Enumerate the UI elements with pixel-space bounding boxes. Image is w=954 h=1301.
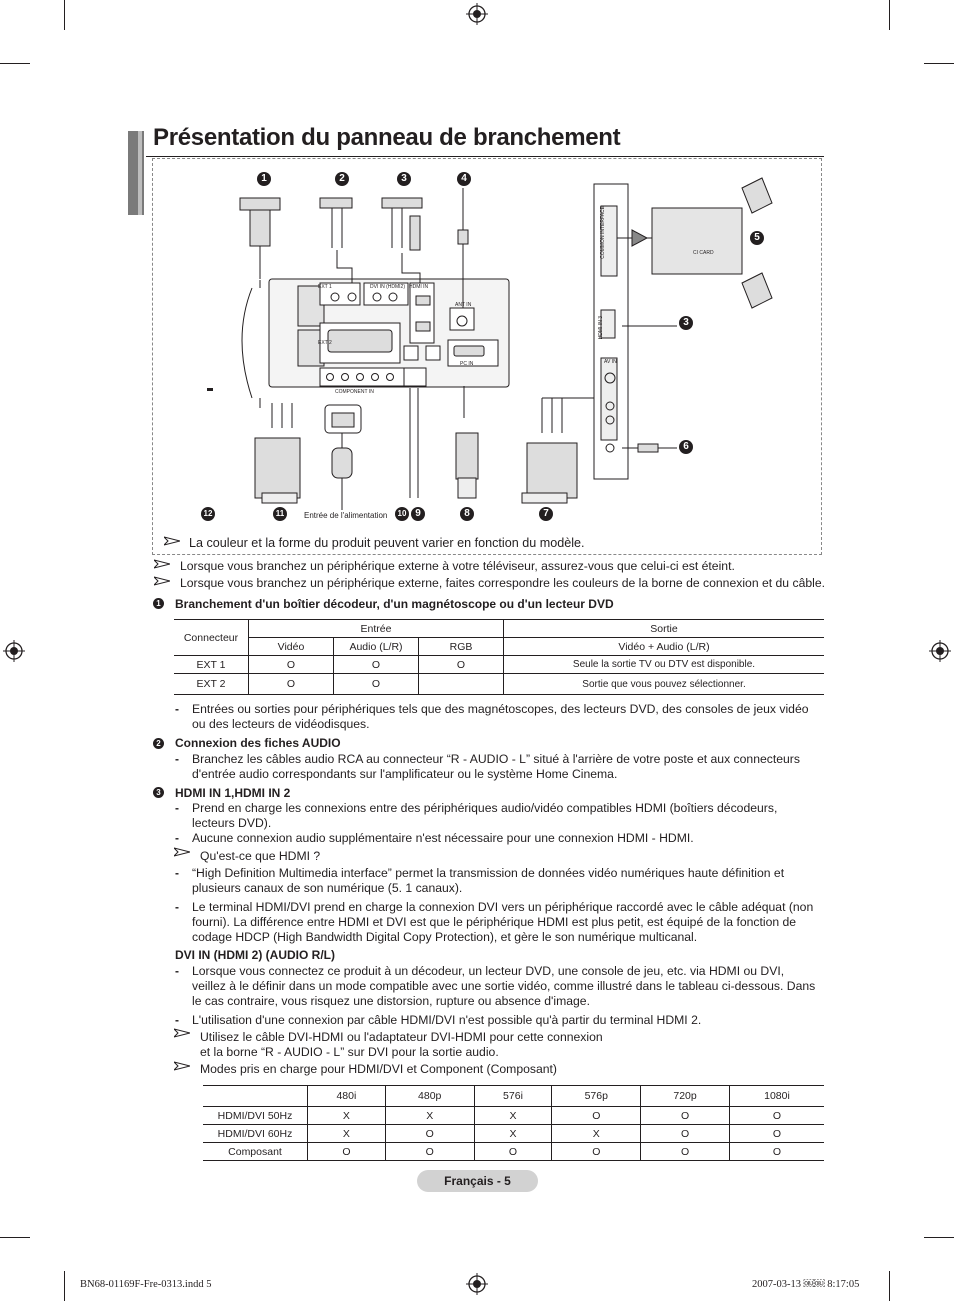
table-subheader: Vidéo xyxy=(249,638,334,656)
table-cell: O xyxy=(249,656,334,674)
callout-number: 1 xyxy=(257,172,271,186)
table-header: 576i xyxy=(474,1086,552,1107)
table-cell: O xyxy=(772,1127,782,1140)
table-cell: O xyxy=(641,1125,730,1143)
note-arrow-icon xyxy=(174,1061,190,1071)
body-text xyxy=(192,964,815,1009)
callout-number: 6 xyxy=(679,440,693,454)
crop-mark xyxy=(64,1271,65,1301)
note-arrow-icon xyxy=(174,1028,190,1038)
panel-label: PC IN xyxy=(460,361,474,367)
callout-number: 10 xyxy=(395,507,409,521)
bullet-dash: - xyxy=(175,831,179,845)
table-cell: X xyxy=(474,1125,552,1143)
table-row xyxy=(174,656,824,674)
table-row xyxy=(203,1125,824,1143)
crop-mark xyxy=(889,0,890,30)
body-line: ou des lecteurs de vidéodisques. xyxy=(192,717,370,731)
table-header: Sortie xyxy=(504,620,825,638)
table-row xyxy=(174,674,824,695)
table-cell: O xyxy=(552,1143,641,1161)
registration-mark-icon xyxy=(929,640,951,662)
body-text xyxy=(192,752,800,782)
title-rule xyxy=(146,156,824,157)
callout-number: 2 xyxy=(335,172,349,186)
section-heading: HDMI IN 1,HDMI IN 2 xyxy=(175,786,291,800)
table-cell: O xyxy=(385,1143,474,1161)
panel-label: ANT IN xyxy=(455,302,472,308)
body-text: L'utilisation d'une connexion par câble HDMI/DVI n'est possible qu'à partir du terminal HDMI 2. xyxy=(192,1013,702,1027)
callout-number: 4 xyxy=(457,172,471,186)
bullet-dash: - xyxy=(175,1013,179,1027)
callout-number: 7 xyxy=(539,507,553,521)
page-number-badge: Français - 5 xyxy=(417,1170,538,1192)
table-header: 1080i xyxy=(764,1090,790,1102)
table-cell: O xyxy=(419,656,504,674)
table-cell: HDMI/DVI 60Hz xyxy=(203,1125,308,1143)
panel-label: AV IN xyxy=(604,359,617,365)
table-cell: EXT 1 xyxy=(174,656,249,674)
crop-mark xyxy=(64,0,65,30)
table-cell: Sortie que vous pouvez sélectionner. xyxy=(582,678,746,690)
table-cell: HDMI/DVI 50Hz xyxy=(203,1107,308,1125)
crop-mark xyxy=(889,1271,890,1301)
table-cell: O xyxy=(552,1107,641,1125)
section-heading: Branchement d'un boîtier décodeur, d'un magnétoscope ou d'un lecteur DVD xyxy=(175,597,614,611)
diagram-caption: La couleur et la forme du produit peuvent varier en fonction du modèle. xyxy=(189,536,585,550)
note-text: Lorsque vous branchez un périphérique externe, faites correspondre les couleurs de la borne de connexion et du câble. xyxy=(180,576,825,590)
table-header: 480i xyxy=(308,1086,386,1107)
body-line: lecteurs DVD). xyxy=(192,816,272,830)
table-cell: O xyxy=(334,656,419,674)
body-line: le cas contraire, vous risquez une distorsion, rupture ou absence d'image. xyxy=(192,994,590,1008)
modes-table xyxy=(203,1085,824,1161)
callout-number: 12 xyxy=(201,507,215,521)
body-line: Utilisez le câble DVI-HDMI ou l'adaptateur DVI-HDMI pour cette connexion xyxy=(200,1030,603,1044)
crop-mark xyxy=(0,63,30,64)
section-number: 1 xyxy=(153,598,164,609)
bullet-dash: - xyxy=(175,702,179,716)
panel-label: COMPONENT IN xyxy=(335,389,374,395)
bullet-dash: - xyxy=(175,752,179,766)
panel-label: HDMI IN xyxy=(409,284,429,290)
note-text: Lorsque vous branchez un périphérique externe à votre téléviseur, assurez-vous que celui-ci est éteint. xyxy=(180,559,735,573)
body-line: Prend en charge les connexions entre des périphériques audio/vidéo compatibles HDMI (boîtiers décodeurs, xyxy=(192,801,778,815)
body-line: d'entrée audio correspondants sur l'amplificateur ou le système Home Cinema. xyxy=(192,767,618,781)
note-arrow-icon xyxy=(154,576,170,586)
footer-filename: BN68-01169F-Fre-0313.indd 5 xyxy=(80,1279,212,1290)
table-row xyxy=(203,1107,824,1125)
body-line: Entrées ou sorties pour périphériques tels que des magnétoscopes, des lecteurs DVD, des consoles de jeux vidéo xyxy=(192,702,809,716)
table-cell: O xyxy=(641,1107,730,1125)
note-text: Modes pris en charge pour HDMI/DVI et Component (Composant) xyxy=(200,1062,557,1076)
table-subheader: Vidéo + Audio (L/R) xyxy=(618,640,710,653)
registration-mark-icon xyxy=(466,3,488,25)
table-header: Connecteur xyxy=(174,620,249,656)
table-row xyxy=(203,1086,824,1107)
callout-number: 8 xyxy=(460,507,474,521)
panel-label: CI CARD xyxy=(693,250,714,256)
callout-number: 3 xyxy=(397,172,411,186)
note-arrow-icon xyxy=(154,559,170,569)
footer-date: 2007-03-13 ￼￼ 8:17:05 xyxy=(752,1279,860,1290)
table-row xyxy=(203,1143,824,1161)
body-line: fourni). La différence entre HDMI et DVI est que le périphérique HDMI est plus petit, est équipé de la fonction de xyxy=(192,915,797,929)
table-cell: Seule la sortie TV ou DTV est disponible. xyxy=(572,659,756,670)
table-subheader: RGB xyxy=(419,638,504,656)
table-header: Entrée xyxy=(249,620,504,638)
body-line: Lorsque vous connectez ce produit à un décodeur, un lecteur DVD, une console de jeu, etc. via HDMI ou DVI, xyxy=(192,964,785,978)
bullet-dash: - xyxy=(175,866,179,880)
table-cell: O xyxy=(474,1143,552,1161)
note-text xyxy=(200,1030,603,1060)
table-header: 720p xyxy=(641,1086,730,1107)
body-line: veillez à le définir dans un mode compatible avec une sortie vidéo, comme illustré dans le tableau ci-dessous. Dans xyxy=(192,979,816,993)
title-bar-decoration xyxy=(138,131,142,215)
table-cell: O xyxy=(308,1143,386,1161)
connection-panel-illustration xyxy=(152,158,822,555)
panel-label: COMMON INTERFACE xyxy=(600,206,606,259)
body-line: Le terminal HDMI/DVI prend en charge la connexion DVI vers un périphérique raccordé avec le câble adéquat (non xyxy=(192,900,814,914)
registration-mark-icon xyxy=(466,1273,488,1295)
kensington-slot-icon xyxy=(207,388,213,391)
table-header: 480p xyxy=(385,1086,474,1107)
table-cell: Composant xyxy=(203,1143,308,1161)
table-cell: O xyxy=(249,674,334,695)
bullet-dash: - xyxy=(175,900,179,914)
callout-number: 3 xyxy=(679,316,693,330)
note-text: Qu'est-ce que HDMI ? xyxy=(200,849,321,863)
section-heading: DVI IN (HDMI 2) (AUDIO R/L) xyxy=(175,948,335,962)
page-title: Présentation du panneau de branchement xyxy=(153,124,621,151)
body-line: et la borne “R - AUDIO - L” sur DVI pour la sortie audio. xyxy=(200,1045,499,1059)
registration-mark-icon xyxy=(3,640,25,662)
table-cell: X xyxy=(308,1107,386,1125)
body-text xyxy=(192,702,809,732)
table-cell: O xyxy=(772,1145,782,1158)
body-text xyxy=(192,866,784,896)
callout-number: 11 xyxy=(273,507,287,521)
table-cell: O xyxy=(334,674,419,695)
bullet-dash: - xyxy=(175,964,179,978)
table-header: 576p xyxy=(552,1086,641,1107)
table-cell xyxy=(203,1086,308,1107)
crop-mark xyxy=(0,1237,30,1238)
callout-number: 9 xyxy=(411,507,425,521)
table-cell: EXT 2 xyxy=(174,674,249,695)
note-arrow-icon xyxy=(164,536,180,546)
callout-number: 5 xyxy=(750,231,764,245)
table-cell: X xyxy=(474,1107,552,1125)
crop-mark xyxy=(924,63,954,64)
note-arrow-icon xyxy=(174,847,190,857)
table-cell: O xyxy=(772,1109,782,1122)
body-text: Aucune connexion audio supplémentaire n'est nécessaire pour une connexion HDMI - HDMI. xyxy=(192,831,694,845)
panel-label: DVI IN (HDMI2) xyxy=(370,284,405,290)
table-subheader: Audio (L/R) xyxy=(334,638,419,656)
body-line: plusieurs canaux de son numérique (5. 1 canaux). xyxy=(192,881,463,895)
section-number: 2 xyxy=(153,738,164,749)
panel-label: EXT 1 xyxy=(318,284,332,290)
table-cell: O xyxy=(641,1143,730,1161)
table-cell: X xyxy=(552,1125,641,1143)
table-cell: O xyxy=(385,1125,474,1143)
body-line: “High Definition Multimedia interface” permet la transmission de données vidéo numériques haute définition et xyxy=(192,866,785,880)
table-cell: X xyxy=(308,1125,386,1143)
table-cell: X xyxy=(385,1107,474,1125)
body-text xyxy=(192,801,777,831)
power-input-label: Entrée de l'alimentation xyxy=(304,511,388,520)
panel-label: HDMI IN 3 xyxy=(598,316,604,340)
crop-mark xyxy=(924,1237,954,1238)
scart-table xyxy=(174,619,824,695)
body-line: codage HDCP (High Bandwidth Digital Copy Protection), et gère le son numérique multicanal. xyxy=(192,930,698,944)
table-cell xyxy=(419,674,504,695)
body-text xyxy=(192,900,813,945)
body-line: Branchez les câbles audio RCA au connecteur “R - AUDIO - L” situé à l'arrière de votre poste et aux connecteurs xyxy=(192,752,800,766)
bullet-dash: - xyxy=(175,801,179,815)
panel-label: EXT 2 xyxy=(318,340,332,346)
section-number: 3 xyxy=(153,787,164,798)
section-heading: Connexion des fiches AUDIO xyxy=(175,736,341,750)
